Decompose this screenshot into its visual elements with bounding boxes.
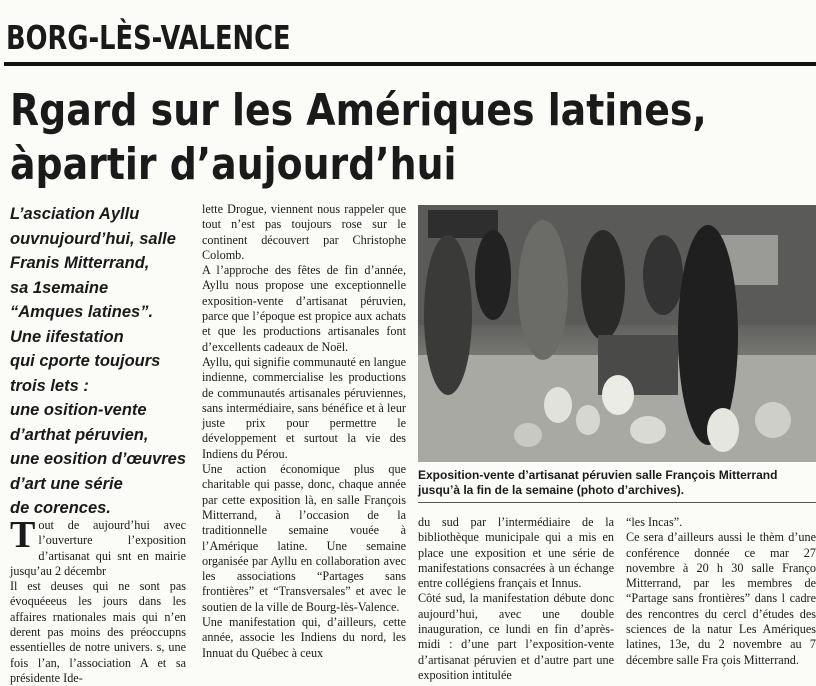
- lead-line: une osition-vente: [10, 401, 147, 419]
- column-2: [202, 202, 406, 661]
- body-paragraph: “les Incas”.: [626, 515, 683, 529]
- drop-cap: T: [10, 514, 36, 556]
- caption-rule: [418, 502, 816, 503]
- lead-line: d’arthat péruvien,: [10, 425, 149, 444]
- lead-line: d’art une série: [10, 474, 123, 493]
- body-paragraph: [10, 514, 186, 579]
- photo-illustration: [418, 205, 816, 462]
- body-paragraph: Une action économique plus que charitable qui passe, donc, chaque année par cette exposition là, en salle François Mitterrand, à l’occasion de la traditionnelle semaine vouée à l’Amérique latine. Une semaine organisée par Ayllu en collaboration avec les associations “Partages sans frontières” et “Transversales” et avec le soutien de la ville de Bourg-lès-Valence.: [202, 462, 406, 614]
- column-1-body: [10, 514, 186, 686]
- body-paragraph: A l’approche des fêtes de fin d’année, Ayllu nous propose une exceptionnelle exposition-vente d’artisanat péruvien, parce que l’époque est propice aux achats et que les productions artisanales font d’excellents cadeaux de Noël.: [202, 263, 406, 354]
- headline-line-2: àpartir d’aujourd’hui: [10, 139, 457, 190]
- lead-line: “Amques latines”.: [10, 303, 154, 321]
- body-paragraph: Côté sud, la manifestation débute donc aujourd’hui, avec une double inauguration, ce lundi en fin d’après-midi : d’une part l’exposition-vente d’artisanat péruvien et d’autre part une exposition intitulée: [418, 591, 614, 682]
- exhibition-photo: [418, 205, 816, 462]
- lead-line: trois lets :: [10, 376, 89, 395]
- lead-line: Une iifestation: [10, 327, 124, 346]
- headline: [10, 84, 707, 192]
- paragraph-text: out de aujourd’hui avec l’ouverture l’exposition d’artisanat qui snt en mairie jusqu’au 2 décembr: [10, 518, 186, 578]
- lead-line: Franis Mitterrand,: [10, 254, 150, 272]
- lead-line: L’asciation Ayllu: [10, 205, 140, 223]
- lead-line: de corences.: [10, 499, 111, 517]
- body-paragraph: Ayllu, qui signifie communauté en langue indienne, commercialise les productions de communautés artisanales péruviennes, sans intermédiaire, sans bénéfice et à leur juste prix pour permettre le développement et surtout la vie des Indiens du Pérou.: [202, 354, 406, 461]
- body-paragraph: Une manifestation qui, d’ailleurs, cette année, associe les Indiens du nord, les Innuat du Québec à ceux: [202, 615, 406, 660]
- body-paragraph: Il est deuses qui ne sont pas évoquéeeus les jours dans les affaires rnationales mais qui n’en derent pas moins des préoccupns essentielles de notre univers. s, une fois l’an, l’association A et sa présidente Ide-: [10, 579, 186, 685]
- body-paragraph: Ce sera d’ailleurs aussi le thèm d’une conférence donnée ce mar 27 novembre à 20 h 30 salle Franço Mitterrand, par les membres de “Partage sans frontières” dans l cadre des rencontres du cercl d’études des sciences de la natur Les Amériques latines, 13e, du 2 novembre au 7 décembre salle Fra çois Mitterrand.: [626, 530, 816, 667]
- body-paragraph: du sud par l’intermédiaire de la bibliothèque municipale qui a mis en place une exposition et une série de manifestations consacrées à un échange entre collégiens français et Innus.: [418, 515, 614, 591]
- lead-line: ouvnujourd’hui, salle: [10, 229, 176, 248]
- photo-caption: Exposition-vente d’artisanat péruvien salle François Mitterrand jusqu’à la fin de la semaine (photo d’archives).: [418, 468, 778, 497]
- lead-line: une eosition d’œuvres: [10, 450, 187, 468]
- section-title: BORG-LÈS-VALENCE: [6, 18, 291, 57]
- section-rule: [4, 62, 816, 66]
- column-3: [418, 515, 614, 683]
- column-4: [626, 515, 816, 668]
- lead-line: sa 1semaine: [10, 278, 109, 297]
- body-paragraph: lette Drogue, viennent nous rappeler que tout n’est pas toujours rose sur le continent découvert par Christophe Colomb.: [202, 202, 406, 262]
- headline-line-1: Rgard sur les Amériques latines,: [10, 85, 707, 136]
- lead-line: qui cporte toujours: [10, 352, 161, 370]
- lead-paragraph: [10, 202, 190, 521]
